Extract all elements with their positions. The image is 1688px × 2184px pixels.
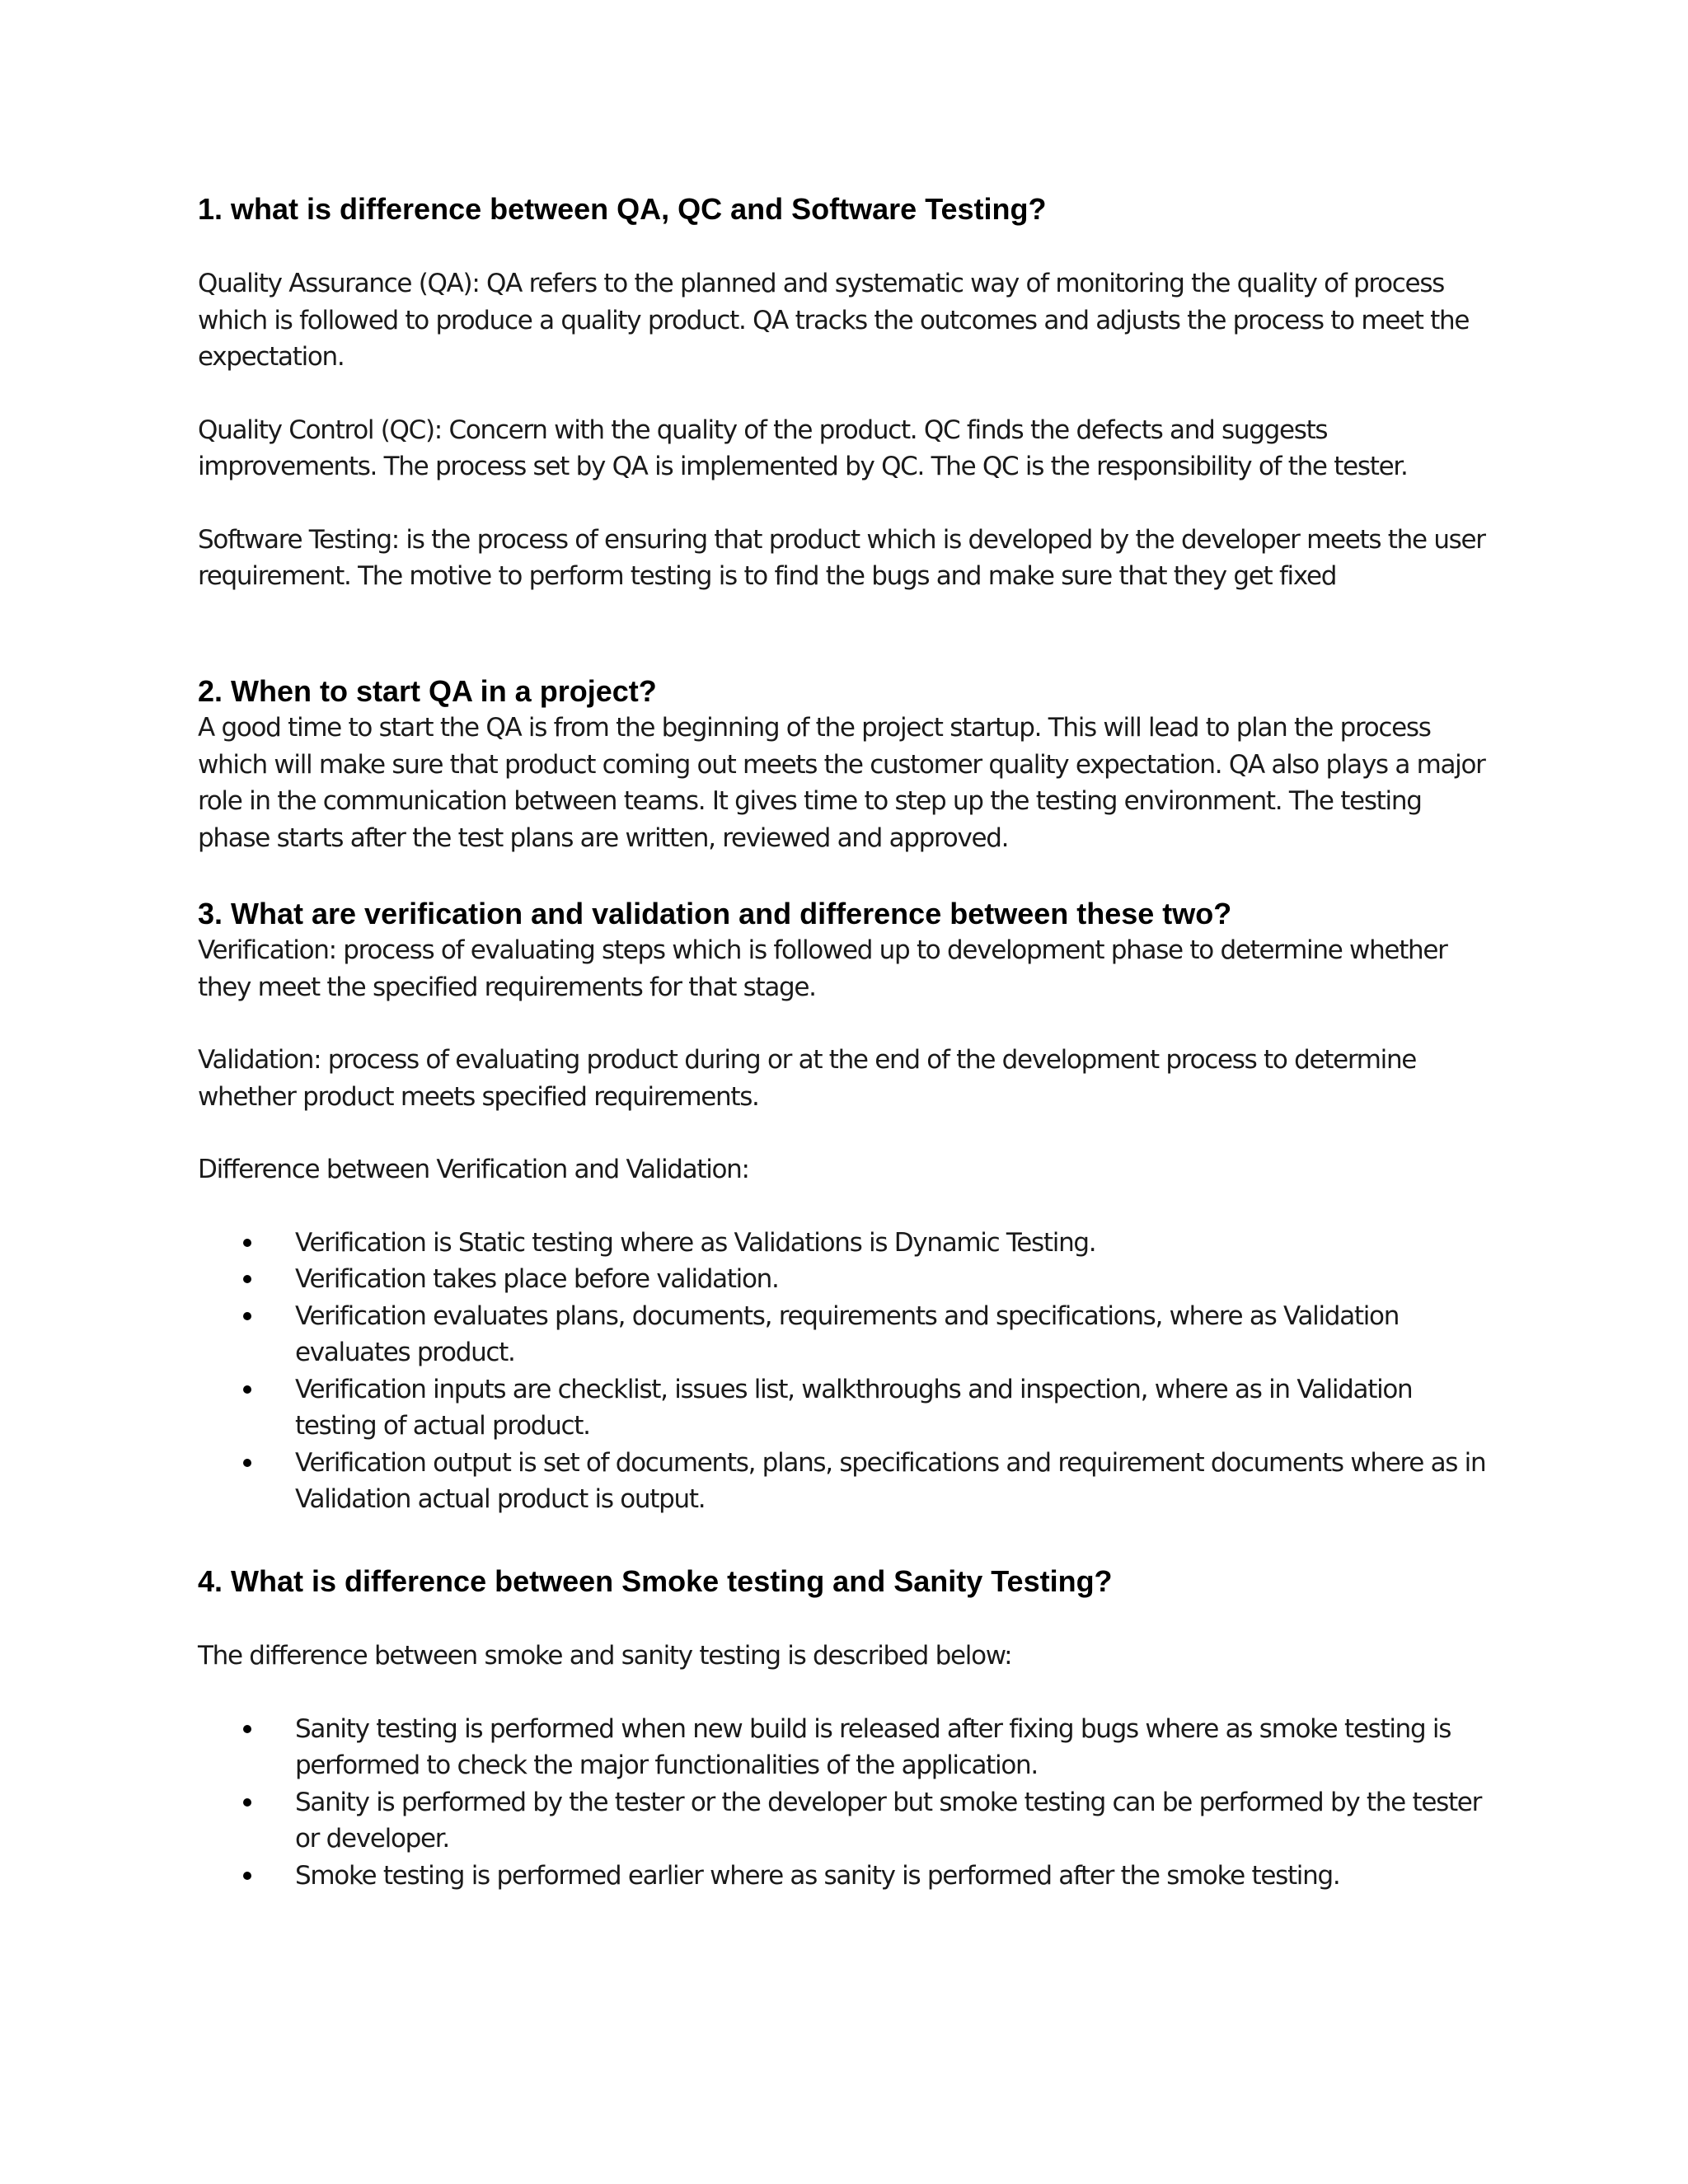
list-item-text: Verification evaluates plans, documents, requirements and specifications, where as Validation evaluates product. <box>295 1301 1400 1367</box>
list-item-text: Sanity is performed by the tester or the developer but smoke testing can be performed by the tester or developer. <box>295 1787 1482 1854</box>
bullet-icon <box>243 1459 251 1467</box>
bullet-icon <box>243 1798 251 1807</box>
section-3 <box>198 896 1500 1518</box>
section-4-paragraph: The difference between smoke and sanity testing is described below: <box>198 1641 1012 1671</box>
section-1-heading: 1. what is difference between QA, QC and Software Testing? <box>198 192 1047 226</box>
section-4-bullet-list <box>198 1711 1500 1895</box>
section-1 <box>198 191 1500 595</box>
bullet-icon <box>243 1239 251 1247</box>
list-item <box>198 1711 1500 1784</box>
section-1-paragraph-qc: Quality Control (QC): Concern with the quality of the product. QC finds the defects and suggests improvements. The process set by QA is implemented by QC. The QC is the responsibility of the tester. <box>198 415 1408 481</box>
section-4 <box>198 1563 1500 1894</box>
list-item <box>198 1298 1500 1371</box>
section-2-paragraph: A good time to start the QA is from the beginning of the project startup. This will lead to plan the process which will make sure that product coming out meets the customer quality expectation. QA also plays a major role in the communication between teams. It gives time to step up the testing environment. The testing phase starts after the test plans are written, reviewed and approved. <box>198 713 1485 853</box>
bullet-icon <box>243 1725 251 1733</box>
bullet-icon <box>243 1312 251 1320</box>
list-item-text: Verification output is set of documents, plans, specifications and requirement documents where as in Validation actual product is output. <box>295 1447 1486 1514</box>
section-2-heading: 2. When to start QA in a project? <box>198 674 657 708</box>
list-item-text: Sanity testing is performed when new build is released after fixing bugs where as smoke testing is performed to check the major functionalities of the application. <box>295 1713 1451 1780</box>
section-2 <box>198 673 1500 856</box>
section-3-paragraph-verification: Verification: process of evaluating steps which is followed up to development phase to determine whether they meet the specified requirements for that stage. <box>198 935 1447 1002</box>
list-item <box>198 1261 1500 1298</box>
list-item <box>198 1784 1500 1858</box>
section-3-paragraph-validation: Validation: process of evaluating product during or at the end of the development process to determine whether product meets specified requirements. <box>198 1045 1417 1112</box>
section-4-heading: 4. What is difference between Smoke testing and Sanity Testing? <box>198 1564 1113 1598</box>
section-1-paragraph-qa: Quality Assurance (QA): QA refers to the planned and systematic way of monitoring the quality of process which is followed to produce a quality product. QA tracks the outcomes and adjusts the process to meet the expectation. <box>198 269 1470 372</box>
list-item <box>198 1858 1500 1895</box>
list-item <box>198 1225 1500 1262</box>
section-3-bullet-list <box>198 1225 1500 1518</box>
bullet-icon <box>243 1385 251 1394</box>
list-item-text: Verification inputs are checklist, issues list, walkthroughs and inspection, where as in Validation testing of actual product. <box>295 1374 1413 1441</box>
list-item <box>198 1445 1500 1518</box>
list-item-text: Verification is Static testing where as Validations is Dynamic Testing. <box>295 1227 1096 1258</box>
list-item-text: Smoke testing is performed earlier where as sanity is performed after the smoke testing. <box>295 1860 1340 1891</box>
bullet-icon <box>243 1275 251 1283</box>
section-1-paragraph-testing: Software Testing: is the process of ensuring that product which is developed by the developer meets the user requirement. The motive to perform testing is to find the bugs and make sure that they get fixed <box>198 524 1485 591</box>
section-3-heading: 3. What are verification and validation and difference between these two? <box>198 897 1232 930</box>
section-3-paragraph-difference: Difference between Verification and Validation: <box>198 1155 749 1184</box>
list-item <box>198 1371 1500 1445</box>
list-item-text: Verification takes place before validation. <box>295 1264 779 1294</box>
bullet-icon <box>243 1872 251 1880</box>
